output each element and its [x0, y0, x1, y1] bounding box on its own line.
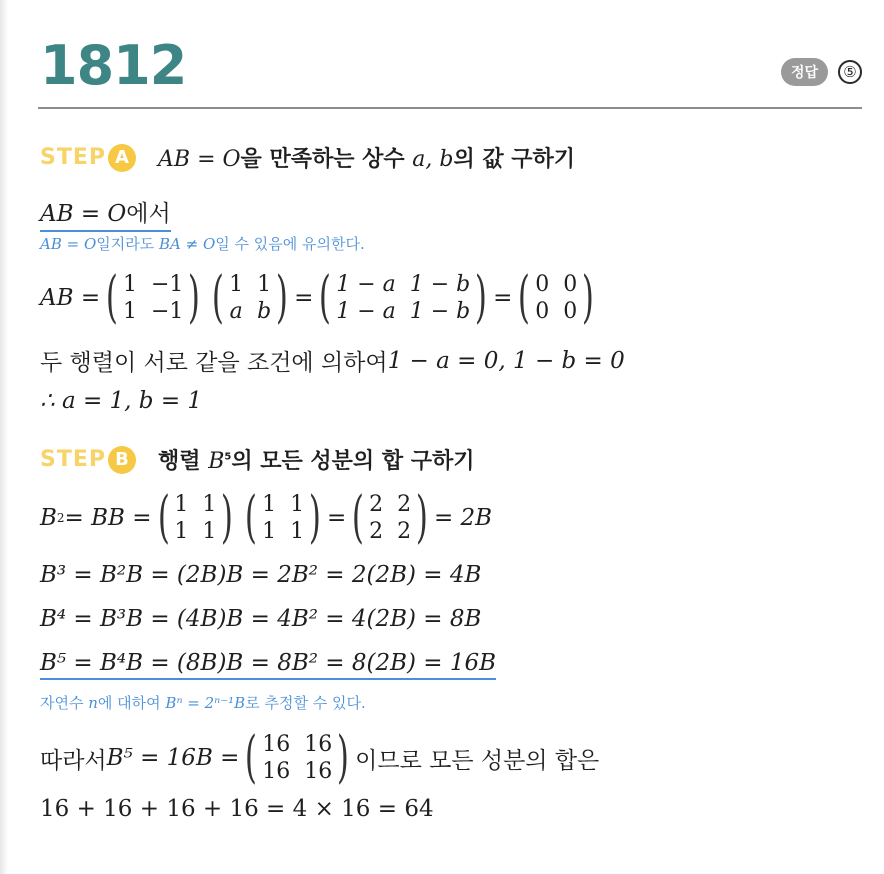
- eq-sign: =: [326, 505, 347, 531]
- note-b-text2: 에 대하여: [97, 694, 166, 712]
- answer-value: ⑤: [838, 60, 862, 84]
- step-a-title-vars: a, b: [412, 147, 454, 172]
- eq-b-fourth: [40, 606, 481, 632]
- cell: 1: [122, 299, 137, 324]
- matrix-b: ( 1 1 a b ): [212, 265, 289, 330]
- matrix-b-fifth: ( 16 16 16 16 ): [245, 725, 350, 790]
- line-a3-text: 두 행렬이 서로 같을 조건에 의하여: [40, 350, 388, 376]
- line-b6-text2: 이므로 모든 성분의 합은: [355, 747, 600, 774]
- step-b-title-var: B: [208, 449, 225, 474]
- cell: 0: [535, 272, 550, 297]
- cell: 1: [290, 492, 305, 517]
- eq-b3: B³ = B²B = (2B)B = 2B² = 2(2B) = 4B: [40, 562, 482, 588]
- step-b-line-6: [40, 725, 600, 790]
- line-b6-text1: 따라서: [40, 747, 107, 774]
- matrix-product: ( 1 − a 1 − b 1 − a 1 − b ): [319, 265, 488, 330]
- answer-label: 정답: [781, 58, 828, 86]
- eq-b2-sup: 2: [56, 511, 65, 525]
- eq-b-fifth: [40, 650, 496, 680]
- cell: b: [257, 299, 272, 324]
- line-b6-math: B⁵ = 16B =: [106, 745, 240, 771]
- header-divider: [38, 107, 862, 109]
- note-a-math1: AB = O: [40, 235, 97, 253]
- cell: 16: [304, 759, 333, 784]
- step-a-title-math: AB = O: [158, 147, 241, 172]
- cell: 2: [397, 492, 412, 517]
- eq-b-cubed: [40, 562, 481, 588]
- eq-b4: B⁴ = B³B = (4B)B = 4B² = 4(2B) = 8B: [40, 606, 482, 632]
- matrix-b-squared: ( 2 2 2 2 ): [352, 485, 429, 550]
- cell: 1: [174, 492, 189, 517]
- cell: a: [229, 299, 243, 324]
- step-b-badge: B: [108, 446, 136, 474]
- cell: 1: [262, 519, 277, 544]
- cell: 1: [262, 492, 277, 517]
- line-a1-text: 에서: [126, 201, 171, 227]
- cell: 2: [369, 492, 384, 517]
- answer-box: [781, 58, 862, 86]
- line-a3-math: 1 − a = 0, 1 − b = 0: [387, 347, 625, 374]
- step-b-word: STEP: [40, 447, 107, 472]
- page-edge-shadow: [0, 0, 8, 874]
- step-a-title: [158, 142, 575, 173]
- cell: −1: [150, 299, 184, 324]
- cell: 1: [202, 519, 217, 544]
- step-b-title-b: 의 모든 성분의 합 구하기: [231, 449, 475, 474]
- eq-b-squared: [40, 485, 493, 550]
- cell: −1: [150, 272, 184, 297]
- line-a1-math: AB = O: [40, 201, 127, 227]
- matrix-b-2: ( 1 1 1 1 ): [245, 485, 322, 550]
- note-b-text3: 로 추정할 수 있다.: [245, 694, 366, 712]
- cell: 1: [290, 519, 305, 544]
- step-b-line-7: [40, 796, 434, 822]
- step-a-word: STEP: [40, 145, 107, 170]
- note-a-math2: BA ≠ O: [159, 235, 216, 253]
- line-a4-math: ∴ a = 1, b = 1: [40, 388, 203, 414]
- cell: 1: [174, 519, 189, 544]
- cell: 1: [257, 272, 272, 297]
- cell: 16: [262, 759, 291, 784]
- cell: 1 − b: [409, 299, 471, 324]
- note-a-text2: 일 수 있음에 유의한다.: [215, 235, 365, 253]
- cell: 2: [397, 519, 412, 544]
- step-a-title-tail: 의 값 구하기: [453, 147, 576, 172]
- step-a-line-3: [40, 344, 625, 377]
- matrix-b-1: ( 1 1 1 1 ): [157, 485, 234, 550]
- cell: 0: [563, 272, 578, 297]
- problem-number: 1812: [40, 34, 187, 97]
- eq-sign: =: [493, 285, 513, 311]
- cell: 16: [262, 732, 291, 757]
- step-b-title-a: 행렬: [158, 449, 209, 474]
- eq-sign: =: [294, 285, 314, 311]
- step-b-header: [40, 444, 475, 475]
- note-a-text1: 일지라도: [96, 235, 159, 253]
- cell: 1: [202, 492, 217, 517]
- step-a-line-4: [40, 388, 202, 414]
- step-a-line-1: [40, 195, 171, 232]
- eq-ab-lhs: AB =: [40, 285, 101, 311]
- eq-b2-rhs: = 2B: [433, 505, 493, 531]
- line-b7-math: 16 + 16 + 16 + 16 = 4 × 16 = 64: [40, 796, 434, 822]
- step-a-title-text: 을 만족하는 상수: [240, 147, 413, 172]
- note-b-math: Bⁿ = 2ⁿ⁻¹B: [165, 694, 246, 712]
- cell: 0: [535, 299, 550, 324]
- cell: 16: [304, 732, 333, 757]
- cell: 1 − a: [336, 272, 396, 297]
- cell: 2: [369, 519, 384, 544]
- ab-equals-o-underlined: [40, 195, 171, 232]
- eq-b5-underlined: B⁵ = B⁴B = (8B)B = 8B² = 8(2B) = 16B: [40, 650, 496, 680]
- step-a-header: [40, 142, 575, 173]
- eq-b2-var: B: [40, 505, 57, 531]
- step-b-title-sup: 5: [224, 451, 232, 463]
- cell: 1 − a: [336, 299, 396, 324]
- cell: 0: [563, 299, 578, 324]
- note-b-text1: 자연수: [40, 694, 89, 712]
- cell: 1: [229, 272, 244, 297]
- cell: 1 − b: [409, 272, 471, 297]
- note-b-var: n: [88, 694, 98, 712]
- step-a-badge: A: [108, 144, 136, 172]
- step-b-note: [40, 692, 366, 713]
- eq-b2-tail: = BB =: [64, 505, 152, 531]
- step-a-note: [40, 233, 365, 254]
- eq-ab-matrix: [40, 265, 600, 330]
- step-b-title: [158, 444, 474, 475]
- zero-matrix: ( 0 0 0 0 ): [518, 265, 595, 330]
- cell: 1: [122, 272, 137, 297]
- matrix-a: ( 1 −1 1 −1 ): [106, 265, 201, 330]
